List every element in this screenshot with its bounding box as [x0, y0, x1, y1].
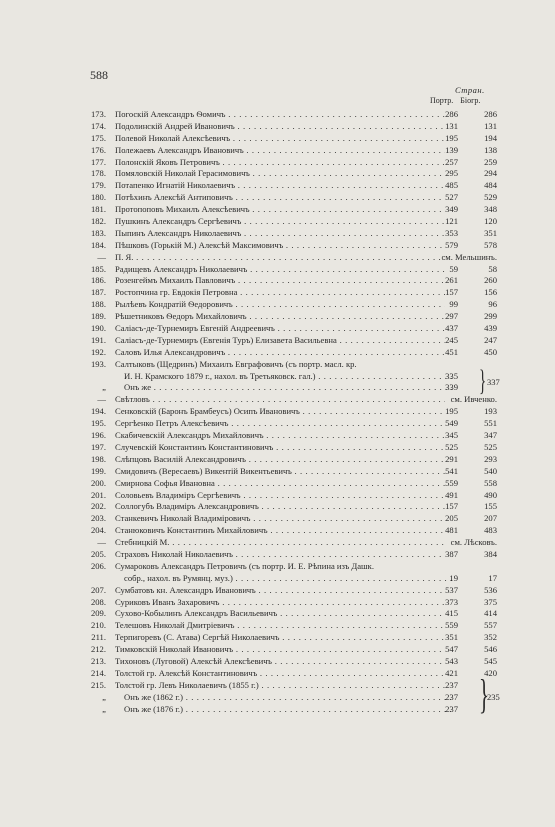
biography-page: 260 [484, 275, 497, 286]
index-entry [0, 680, 555, 692]
entry-name: Толстой гр. Левъ Николаевичъ (1855 г.) . . . [115, 680, 445, 692]
biography-page: 17 [488, 572, 497, 583]
index-entry [0, 109, 555, 121]
entry-name: Скабичевскій Александръ Михайловичъ . . . [115, 430, 445, 442]
index-entry [0, 466, 555, 478]
entry-name: Сумароковъ Александръ Петровичъ (съ портр. И. Е. Рѣпина изъ Дашк. [115, 560, 374, 571]
portrait-page: 121 [445, 216, 458, 227]
entry-number: 214. [90, 667, 106, 678]
index-entry [0, 490, 555, 502]
biography-page: 490 [484, 489, 497, 500]
entry-name: Протопоповъ Михаилъ Алексѣевичъ . . . [115, 204, 445, 216]
portrait-page: 437 [445, 323, 458, 334]
biography-page: 294 [484, 168, 497, 179]
entry-number: 203. [90, 513, 106, 524]
entry-number: 204. [90, 525, 106, 536]
biography-page: 351 [484, 227, 497, 238]
biography-page: 420 [484, 667, 497, 678]
index-entry [0, 704, 555, 716]
entry-name: Случевскій Константинъ Константиновичъ . . . [115, 442, 445, 454]
entry-name: Полевой Николай Алексѣевичъ . . . [115, 133, 445, 145]
entry-number: 205. [90, 548, 106, 559]
entry-name: Радищевъ Александръ Николаевичъ . . . [115, 264, 445, 276]
entry-name: собр., нахол. въ Румянц. муз.) . . . [124, 573, 454, 585]
portrait-page: 237 [445, 691, 458, 702]
entry-name: Слѣпцовъ Василій Александровичъ . . . [115, 454, 445, 466]
portrait-page: 373 [445, 596, 458, 607]
entry-number: 191. [90, 334, 106, 345]
biography-page: 293 [484, 453, 497, 464]
entry-name: Саліасъ-де-Турнемиръ Евгеній Андреевичъ . . . [115, 323, 445, 335]
biogr-column-header: Біогр. [460, 96, 481, 105]
portrait-page: 339 [445, 382, 458, 393]
biography-page: 375 [484, 596, 497, 607]
index-entry [0, 644, 555, 656]
entry-name: Ростопчина гр. Евдокія Петровна . . . [115, 287, 445, 299]
portrait-page: 579 [445, 239, 458, 250]
entry-name: Толстой гр. Алексѣй Константиновичъ . . . [115, 668, 445, 680]
entry-number: 207. [90, 584, 106, 595]
entry-number: — [97, 394, 106, 405]
entry-name: Соллогубъ Владиміръ Александровичъ . . . [115, 501, 445, 513]
brace-glyph: } [479, 672, 490, 719]
entry-number: „ [102, 691, 106, 702]
portrait-page: 351 [445, 632, 458, 643]
entry-number: 193. [90, 358, 106, 369]
entry-name: Полонскій Яковъ Петровичъ . . . [115, 157, 445, 169]
index-entry [0, 501, 555, 513]
biography-page: 120 [484, 216, 497, 227]
biography-page: 450 [484, 346, 497, 357]
portrait-page: 295 [445, 168, 458, 179]
index-entry [0, 454, 555, 466]
index-entry [0, 311, 555, 323]
entry-name: Пѣшковъ (Горькій М.) Алексѣй Максимовичъ . . . [115, 240, 445, 252]
biography-page: 558 [484, 477, 497, 488]
pages-header: Стран. [455, 85, 485, 95]
portrait-page: 59 [449, 263, 458, 274]
index-list [0, 109, 555, 719]
entry-number: 181. [90, 204, 106, 215]
index-entry [0, 668, 555, 680]
entry-number: 195. [90, 418, 106, 429]
index-entry [0, 216, 555, 228]
index-entry [0, 573, 555, 585]
portrait-page: 543 [445, 655, 458, 666]
portrait-page: 195 [445, 132, 458, 143]
entry-name: Саловъ Илья Александровичъ . . . [115, 347, 445, 359]
portrait-page: 353 [445, 227, 458, 238]
entry-name: Сухово-Кобылинъ Александръ Васильевичъ . . . [115, 608, 445, 620]
entry-name: Страховъ Николай Николаевичъ . . . [115, 549, 445, 561]
entry-number: 211. [91, 632, 106, 643]
portrait-page: 195 [445, 406, 458, 417]
biography-page: 194 [484, 132, 497, 143]
biography-page: 536 [484, 584, 497, 595]
portrait-page: 485 [445, 180, 458, 191]
entry-name: Тимковскій Николай Ивановичъ . . . [115, 644, 445, 656]
portrait-page: 286 [445, 109, 458, 119]
biography-page: 138 [484, 144, 497, 155]
biography-page: 439 [484, 323, 497, 334]
index-entry [0, 513, 555, 525]
entry-number: 182. [90, 216, 106, 227]
portrait-page: 559 [445, 477, 458, 488]
entry-name: Свѣтловъ . . . [115, 394, 445, 406]
biography-page: 156 [484, 287, 497, 298]
entry-number: 173. [90, 109, 106, 119]
biography-page: 348 [484, 204, 497, 215]
entry-name: Станкевичъ Николай Владиміровичъ . . . [115, 513, 445, 525]
entry-number: — [97, 251, 106, 262]
portrait-page: 335 [445, 370, 458, 381]
entry-number: 197. [90, 441, 106, 452]
entry-number: 198. [90, 453, 106, 464]
index-entry [0, 299, 555, 311]
biography-page: 545 [484, 655, 497, 666]
index-entry [0, 323, 555, 335]
entry-name: Сумбатовъ кн. Александръ Ивановичъ . . . [115, 585, 445, 597]
entry-name: Онъ же . . . [124, 382, 454, 394]
entry-name: Саліасъ-де-Турнемиръ (Евгенія Туръ) Елизавета Васильевна . . . [115, 335, 445, 347]
entry-number: „ [102, 703, 106, 714]
index-entry [0, 133, 555, 145]
portrait-page: 257 [445, 156, 458, 167]
entry-name: Полежаевъ Александръ Ивановичъ . . . [115, 145, 445, 157]
entry-number: 174. [90, 120, 106, 131]
biography-page: 193 [484, 406, 497, 417]
index-entry [0, 204, 555, 216]
entry-name: Смидовичъ (Вересаевъ) Викентій Викентьевичъ . . . [115, 466, 445, 478]
entry-name: И. Н. Крамского 1879 г., нахол. въ Третьяковск. гал.) . . . [124, 371, 454, 383]
portrait-page: 291 [445, 453, 458, 464]
entry-name: Салтыковъ (Щедринъ) Михаилъ Евграфовичъ (съ портр. масл. кр. [115, 358, 357, 369]
entry-number: 199. [90, 465, 106, 476]
index-entry [0, 382, 555, 394]
entry-name: Пушкинъ Александръ Сергѣевичъ . . . [115, 216, 445, 228]
cross-reference: см. Ивченко. [450, 394, 497, 405]
brace-glyph: } [479, 363, 487, 397]
entry-name: Рѣшетниковъ Ѳедоръ Михайловичъ . . . [115, 311, 445, 323]
brace-page-label: 235 [487, 692, 500, 703]
portrait-page: 237 [445, 703, 458, 714]
index-entry [0, 406, 555, 418]
portrait-page: 537 [445, 584, 458, 595]
biography-page: 551 [484, 418, 497, 429]
portrait-page: 345 [445, 430, 458, 441]
portrait-page: 237 [445, 679, 458, 690]
biography-page: 347 [484, 430, 497, 441]
entry-number: 190. [90, 323, 106, 334]
entry-number: 186. [90, 275, 106, 286]
portrait-page: 415 [445, 608, 458, 619]
biography-page: 540 [484, 465, 497, 476]
entry-name: Соловьевъ Владиміръ Сергѣевичъ . . . [115, 490, 445, 502]
index-entry [0, 359, 555, 371]
index-entry [0, 478, 555, 490]
entry-name: Сергѣенко Петръ Алексѣевичъ . . . [115, 418, 445, 430]
index-entry [0, 632, 555, 644]
index-entry [0, 145, 555, 157]
biography-page: 299 [484, 311, 497, 322]
index-entry [0, 394, 555, 406]
entry-number: 206. [90, 560, 106, 571]
biography-page: 96 [488, 299, 497, 310]
entry-name: Суриковъ Иванъ Захаровичъ . . . [115, 597, 445, 609]
entry-name: Потапенко Игнатій Николаевичъ . . . [115, 180, 445, 192]
index-entry [0, 537, 555, 549]
column-headers [430, 96, 487, 105]
portrait-page: 157 [445, 287, 458, 298]
portrait-page: 421 [445, 667, 458, 678]
index-entry [0, 168, 555, 180]
index-entry [0, 240, 555, 252]
index-entry [0, 597, 555, 609]
entry-number: 177. [90, 156, 106, 167]
entry-number: 194. [90, 406, 106, 417]
biography-page: 484 [484, 180, 497, 191]
biography-page: 131 [484, 120, 497, 131]
portrait-page: 451 [445, 346, 458, 357]
index-entry [0, 418, 555, 430]
cross-reference: см. Мельшинъ. [441, 251, 497, 262]
cross-reference: см. Лѣсковъ. [450, 537, 497, 548]
index-entry [0, 620, 555, 632]
portrait-page: 491 [445, 489, 458, 500]
portrait-page: 549 [445, 418, 458, 429]
entry-number: 185. [90, 263, 106, 274]
entry-name: Подолинскій Андрей Ивановичъ . . . [115, 121, 445, 133]
entry-name: Онъ же (1876 г.) . . . [124, 704, 454, 716]
entry-number: 184. [90, 239, 106, 250]
portrait-page: 245 [445, 334, 458, 345]
portrait-page: 131 [445, 120, 458, 131]
entry-name: П. Я. . . . [115, 252, 445, 264]
portrait-page: 261 [445, 275, 458, 286]
index-entry [0, 264, 555, 276]
index-entry [0, 585, 555, 597]
entry-number: 192. [90, 346, 106, 357]
entry-number: 210. [90, 620, 106, 631]
entry-number: 215. [90, 679, 106, 690]
entry-number: 212. [90, 644, 106, 655]
entry-number: 175. [90, 132, 106, 143]
index-entry [0, 692, 555, 704]
index-entry [0, 442, 555, 454]
biography-page: 259 [484, 156, 497, 167]
biography-page: 529 [484, 192, 497, 203]
portrait-page: 297 [445, 311, 458, 322]
portrait-page: 527 [445, 192, 458, 203]
biography-page: 155 [484, 501, 497, 512]
entry-name: Погоскій Александръ Ѳомичъ . . . [115, 109, 445, 121]
entry-number: 189. [90, 311, 106, 322]
biography-page: 546 [484, 644, 497, 655]
entry-name: Станюковичъ Константинъ Михайловичъ . . . [115, 525, 445, 537]
biography-page: 578 [484, 239, 497, 250]
index-entry [0, 371, 555, 383]
entry-name: Сенковскій (Баронъ Брамбеусъ) Осипъ Ивановичъ . . . [115, 406, 445, 418]
portrait-page: 541 [445, 465, 458, 476]
biography-page: 286 [484, 109, 497, 119]
entry-number: 202. [90, 501, 106, 512]
entry-number: 176. [90, 144, 106, 155]
index-entry [0, 192, 555, 204]
index-entry [0, 228, 555, 240]
biography-page: 414 [484, 608, 497, 619]
portrait-page: 19 [449, 572, 458, 583]
page-number: 588 [90, 68, 108, 82]
entry-number: 201. [90, 489, 106, 500]
entry-number: 209. [90, 608, 106, 619]
index-entry [0, 430, 555, 442]
entry-number: 188. [90, 299, 106, 310]
portr-column-header: Портр. [430, 96, 454, 105]
index-entry [0, 608, 555, 620]
portrait-page: 205 [445, 513, 458, 524]
portrait-page: 559 [445, 620, 458, 631]
biography-page: 58 [488, 263, 497, 274]
entry-number: 200. [90, 477, 106, 488]
portrait-page: 547 [445, 644, 458, 655]
biography-page: 483 [484, 525, 497, 536]
index-entry [0, 525, 555, 537]
index-entry [0, 549, 555, 561]
index-entry [0, 561, 555, 573]
entry-name: Онъ же (1862 г.) . . . [124, 692, 454, 704]
biography-page: 352 [484, 632, 497, 643]
entry-number: 180. [90, 192, 106, 203]
index-entry [0, 275, 555, 287]
portrait-page: 157 [445, 501, 458, 512]
entry-name: Помяловскій Николай Герасимовичъ . . . [115, 168, 445, 180]
brace-page-label: 337 [487, 376, 500, 387]
index-entry [0, 656, 555, 668]
entry-name: Рылѣевъ Кондратій Ѳедоровичъ . . . [115, 299, 445, 311]
entry-name: Стебницкій М. . . . [115, 537, 445, 549]
portrait-page: 99 [449, 299, 458, 310]
entry-number: 179. [90, 180, 106, 191]
portrait-page: 525 [445, 441, 458, 452]
portrait-page: 349 [445, 204, 458, 215]
index-entry [0, 252, 555, 264]
entry-number: 183. [90, 227, 106, 238]
biography-page: 384 [484, 548, 497, 559]
portrait-page: 387 [445, 548, 458, 559]
entry-name: Телешовъ Николай Дмитріевичъ . . . [115, 620, 445, 632]
entry-number: 208. [90, 596, 106, 607]
entry-name: Розенгеймъ Михаилъ Павловичъ . . . [115, 275, 445, 287]
portrait-page: 481 [445, 525, 458, 536]
index-entry [0, 180, 555, 192]
biography-page: 557 [484, 620, 497, 631]
index-entry [0, 121, 555, 133]
index-entry [0, 335, 555, 347]
index-entry [0, 157, 555, 169]
entry-number: 187. [90, 287, 106, 298]
portrait-page: 139 [445, 144, 458, 155]
entry-name: Смирнова Софья Ивановна . . . [115, 478, 445, 490]
entry-name: Тихоновъ (Луговой) Алексѣй Алексѣевичъ . . . [115, 656, 445, 668]
entry-number: 178. [90, 168, 106, 179]
biography-page: 525 [484, 441, 497, 452]
index-entry [0, 347, 555, 359]
entry-name: Потѣхинъ Алексѣй Антиповичъ . . . [115, 192, 445, 204]
biography-page: 247 [484, 334, 497, 345]
entry-name: Пыпинъ Александръ Николаевичъ . . . [115, 228, 445, 240]
biography-page: 207 [484, 513, 497, 524]
entry-number: 213. [90, 655, 106, 666]
entry-name: Терпигоревъ (С. Атава) Сергѣй Николаевичъ . . . [115, 632, 445, 644]
entry-number: 196. [90, 430, 106, 441]
entry-number: „ [102, 382, 106, 393]
index-entry [0, 287, 555, 299]
entry-number: — [97, 537, 106, 548]
